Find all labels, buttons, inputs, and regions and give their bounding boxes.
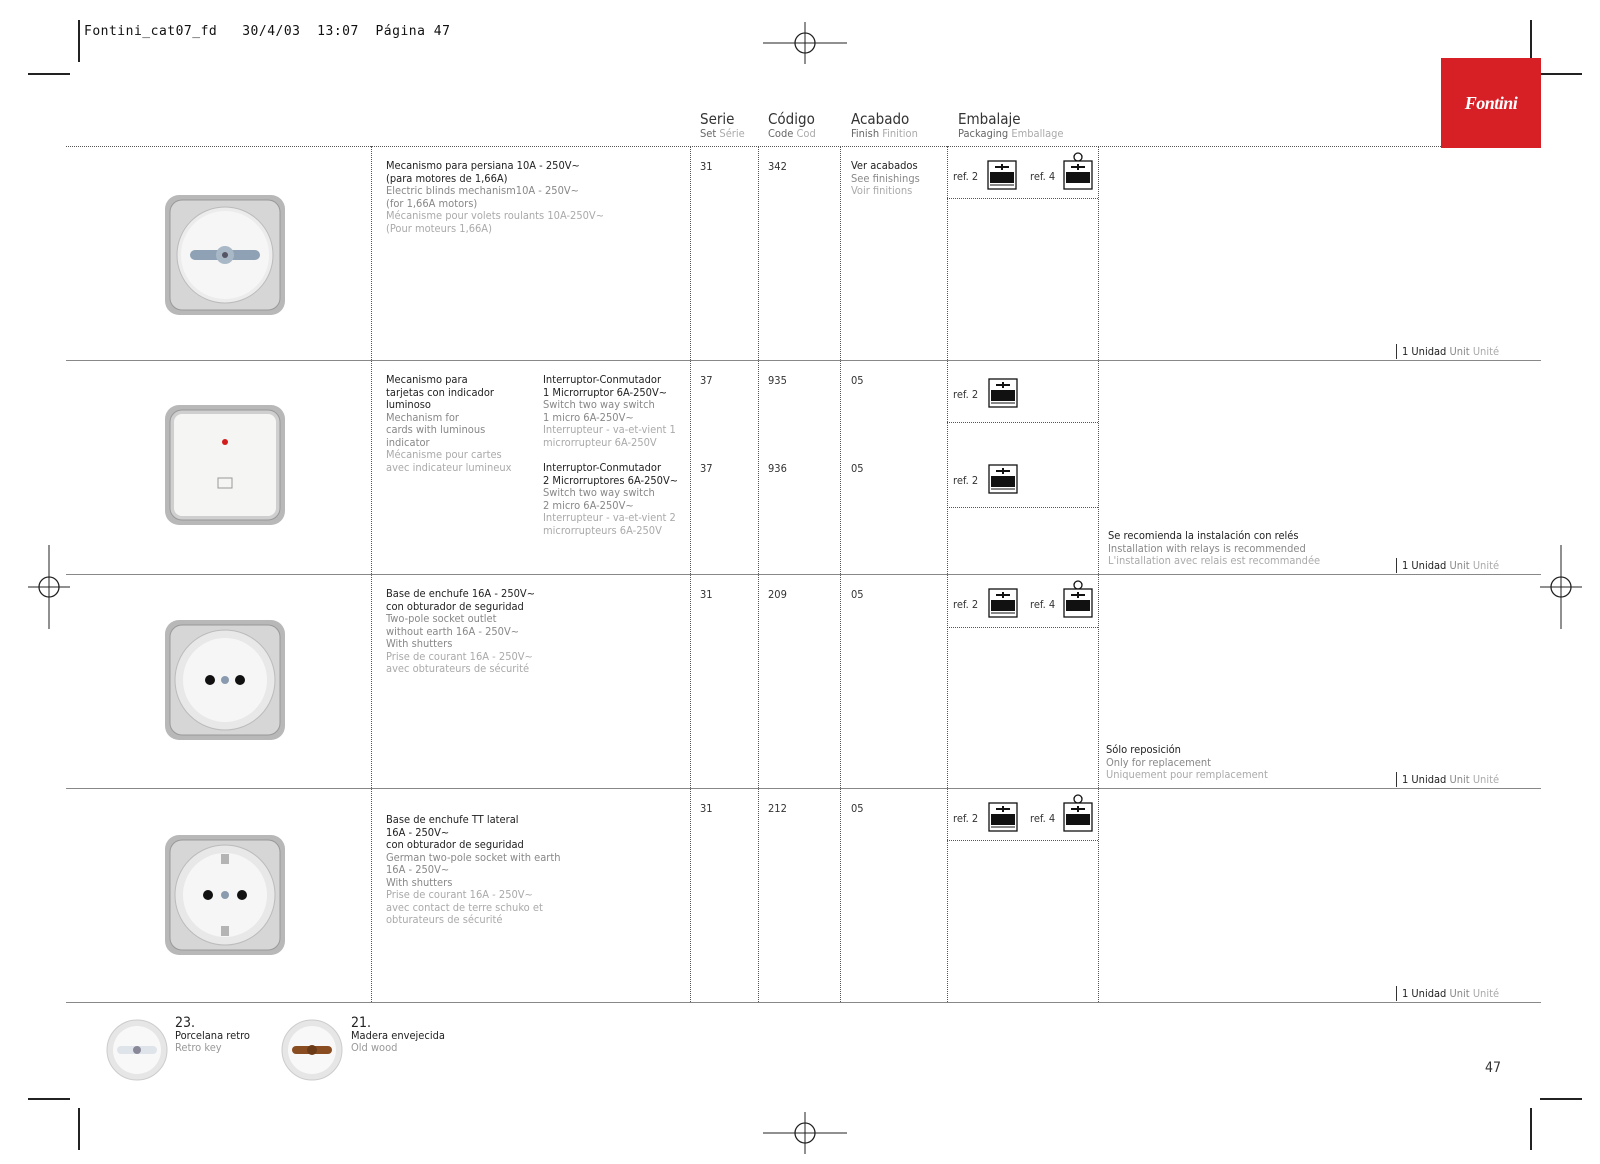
desc-en-line: Two-pole socket outlet xyxy=(386,612,497,625)
pkg-separator xyxy=(947,627,1098,628)
desc-es-line: Base de enchufe TT lateral xyxy=(386,813,519,826)
pkg-ref-label: ref. 2 xyxy=(953,474,979,487)
row3-unit xyxy=(1396,772,1499,787)
row2b-codigo: 936 xyxy=(768,462,787,475)
unit-en: Unit xyxy=(1449,345,1470,358)
desc-es-line: 16A - 250V~ xyxy=(386,825,450,839)
column-divider xyxy=(758,146,759,1002)
desc-en-line: cards with luminous xyxy=(386,423,486,436)
row3-codigo: 209 xyxy=(768,588,787,601)
swatch-label-21 xyxy=(351,1017,445,1055)
crop-mark xyxy=(28,1098,70,1100)
unit-en: Unit xyxy=(1449,987,1470,1000)
header-acabado-es: Acabado xyxy=(851,110,910,128)
row2-variant-1 xyxy=(543,374,676,449)
header-embalaje-en: Packaging xyxy=(958,126,1009,140)
unit-en: Unit xyxy=(1449,559,1470,572)
desc-fr-line: (Pour moteurs 1,66A) xyxy=(386,221,492,235)
package-hanging-icon xyxy=(1063,794,1093,832)
row2-variant-2 xyxy=(543,462,678,537)
desc-fr-line: Mécanisme pour volets roulants 10A-250V~ xyxy=(386,209,604,222)
row4-unit xyxy=(1396,986,1499,1001)
desc-es-line: Mecanismo para persiana 10A - 250V~ xyxy=(386,159,580,172)
pkg-ref-label: ref. 4 xyxy=(1030,598,1056,611)
header-serie-fr: Série xyxy=(719,126,745,140)
variant-en-line: 1 micro 6A-250V~ xyxy=(543,410,634,424)
row2b-serie: 37 xyxy=(700,462,713,475)
row2a-serie: 37 xyxy=(700,374,713,387)
pkg-ref-label: ref. 4 xyxy=(1030,170,1056,183)
variant-en-line: Switch two way switch xyxy=(543,486,655,499)
desc-en-line: 16A - 250V~ xyxy=(386,863,450,876)
row-separator xyxy=(66,574,1541,575)
package-box-icon xyxy=(988,588,1018,618)
package-box-icon xyxy=(988,464,1018,494)
row3-note xyxy=(1106,744,1268,782)
desc-fr-line: avec contact de terre schuko et xyxy=(386,900,543,914)
variant-es-line: Interruptor-Conmutador xyxy=(543,373,662,386)
swatch-number: 23. xyxy=(175,1015,196,1031)
registration-mark-bottom xyxy=(763,1112,847,1154)
desc-es-line: tarjetas con indicador xyxy=(386,385,494,399)
header-codigo-en: Code xyxy=(768,126,794,140)
crop-mark xyxy=(78,20,80,62)
variant-fr-line: microrrupteurs 6A-250V xyxy=(543,523,662,537)
print-date: 30/4/03 xyxy=(242,24,301,39)
variant-es-line: 2 Microrruptores 6A-250V~ xyxy=(543,473,679,487)
brand-logo: Fontini xyxy=(1441,58,1541,148)
row2-description xyxy=(386,374,512,474)
unit-fr: Unité xyxy=(1472,559,1500,572)
swatch-en: Retro key xyxy=(175,1041,222,1054)
pkg-ref-label: ref. 2 xyxy=(953,170,979,183)
unit-fr: Unité xyxy=(1472,773,1500,786)
note-es: Sólo reposición xyxy=(1106,743,1181,756)
note-fr: Uniquement pour remplacement xyxy=(1106,768,1268,781)
unit-es: 1 Unidad xyxy=(1402,559,1447,572)
header-codigo xyxy=(768,112,816,139)
print-info xyxy=(84,24,450,39)
crop-mark xyxy=(28,73,70,75)
desc-es-line: con obturador de seguridad xyxy=(386,599,524,613)
package-hanging-icon xyxy=(1063,152,1093,190)
crop-mark xyxy=(78,1108,80,1150)
row1-serie: 31 xyxy=(700,160,713,173)
desc-fr-line: Mécanisme pour cartes xyxy=(386,448,502,461)
unit-fr: Unité xyxy=(1472,345,1500,358)
package-box-icon xyxy=(988,378,1018,408)
acabado-fr: Voir finitions xyxy=(851,184,913,197)
crop-mark xyxy=(1530,1108,1532,1150)
registration-mark-top xyxy=(763,22,847,64)
header-serie-es: Serie xyxy=(700,110,735,128)
unit-fr: Unité xyxy=(1472,987,1500,1000)
desc-es-line: Mecanismo para xyxy=(386,373,468,386)
variant-es-line: 1 Microrruptor 6A-250V~ xyxy=(543,385,668,399)
column-divider xyxy=(690,146,691,1002)
variant-fr-line: microrrupteur 6A-250V xyxy=(543,435,657,449)
row1-codigo: 342 xyxy=(768,160,787,173)
column-divider xyxy=(371,146,372,1002)
desc-es-line: luminoso xyxy=(386,398,431,411)
desc-en-line: without earth 16A - 250V~ xyxy=(386,624,520,638)
header-serie-en: Set xyxy=(700,126,717,140)
variant-en-line: Switch two way switch xyxy=(543,398,655,411)
package-box-icon xyxy=(988,802,1018,832)
note-es: Se recomienda la instalación con relés xyxy=(1108,529,1299,542)
product-photo-blinds-mechanism xyxy=(160,190,290,320)
unit-es: 1 Unidad xyxy=(1402,345,1447,358)
desc-fr-line: obturateurs de sécurité xyxy=(386,913,503,926)
crop-mark xyxy=(1540,73,1582,75)
header-embalaje-es: Embalaje xyxy=(958,110,1021,128)
header-codigo-es: Código xyxy=(768,110,815,128)
acabado-en: See finishings xyxy=(851,171,920,185)
product-photo-card-mechanism xyxy=(160,400,290,530)
column-divider xyxy=(840,146,841,1002)
swatch-es: Porcelana retro xyxy=(175,1028,250,1042)
pkg-separator xyxy=(947,422,1098,423)
row-separator xyxy=(66,360,1541,361)
pkg-ref-label: ref. 2 xyxy=(953,598,979,611)
desc-en-line: Mechanism for xyxy=(386,410,459,424)
registration-mark-left xyxy=(28,545,70,629)
note-fr: L'installation avec relais est recommandée xyxy=(1108,554,1321,567)
row3-acabado: 05 xyxy=(851,588,864,601)
crop-mark xyxy=(1540,1098,1582,1100)
desc-en-line: (for 1,66A motors) xyxy=(386,196,478,210)
row4-serie: 31 xyxy=(700,802,713,815)
swatch-porcelain-retro xyxy=(105,1018,169,1082)
row2-unit xyxy=(1396,558,1499,573)
desc-fr-line: Prise de courant 16A - 250V~ xyxy=(386,888,533,901)
package-box-icon xyxy=(987,160,1017,190)
desc-en-line: With shutters xyxy=(386,637,453,650)
desc-es-line: (para motores de 1,66A) xyxy=(386,171,508,185)
header-acabado-fr: Finition xyxy=(882,126,918,140)
variant-fr-line: Interrupteur - va-et-vient 1 xyxy=(543,423,676,436)
header-codigo-fr: Cod xyxy=(796,126,816,140)
row2a-acabado: 05 xyxy=(851,374,864,387)
pkg-ref-label: ref. 4 xyxy=(1030,812,1056,825)
desc-fr-line: Prise de courant 16A - 250V~ xyxy=(386,649,533,663)
row1-unit xyxy=(1396,344,1499,359)
unit-es: 1 Unidad xyxy=(1402,773,1447,786)
crop-mark xyxy=(1530,20,1532,62)
desc-fr-line: avec obturateurs de sécurité xyxy=(386,662,530,675)
package-hanging-icon xyxy=(1063,580,1093,618)
note-en: Only for replacement xyxy=(1106,755,1211,769)
swatch-en: Old wood xyxy=(351,1041,398,1054)
pkg-ref-label: ref. 2 xyxy=(953,812,979,825)
print-file: Fontini_cat07_fd xyxy=(84,24,218,39)
desc-en-line: Electric blinds mechanism10A - 250V~ xyxy=(386,184,579,197)
pkg-separator xyxy=(947,507,1098,508)
header-embalaje-fr: Emballage xyxy=(1011,126,1064,140)
pkg-separator xyxy=(947,198,1098,199)
acabado-es: Ver acabados xyxy=(851,159,918,172)
row2b-acabado: 05 xyxy=(851,462,864,475)
pkg-separator xyxy=(947,840,1098,841)
product-photo-socket-outlet xyxy=(160,615,290,745)
product-photo-schuko-socket xyxy=(160,830,290,960)
pkg-ref-label: ref. 2 xyxy=(953,388,979,401)
header-embalaje xyxy=(958,112,1064,139)
swatch-label-23 xyxy=(175,1017,250,1055)
variant-en-line: 2 micro 6A-250V~ xyxy=(543,498,634,512)
variant-es-line: Interruptor-Conmutador xyxy=(543,461,662,474)
desc-fr-line: avec indicateur lumineux xyxy=(386,460,512,474)
swatch-number: 21. xyxy=(351,1015,372,1031)
unit-es: 1 Unidad xyxy=(1402,987,1447,1000)
row3-serie: 31 xyxy=(700,588,713,601)
print-time: 13:07 xyxy=(317,24,359,39)
header-serie xyxy=(700,112,745,139)
print-page-label: Página 47 xyxy=(375,24,451,39)
row4-codigo: 212 xyxy=(768,802,787,815)
page-number: 47 xyxy=(1485,1060,1502,1076)
desc-es-line: con obturador de seguridad xyxy=(386,838,524,851)
column-divider xyxy=(1098,146,1099,1002)
header-acabado-en: Finish xyxy=(851,126,880,140)
row2a-codigo: 935 xyxy=(768,374,787,387)
desc-en-line: With shutters xyxy=(386,875,453,889)
row1-description xyxy=(386,160,604,235)
desc-en-line: indicator xyxy=(386,435,430,449)
table-header-rule xyxy=(66,146,1441,147)
desc-en-line: German two-pole socket with earth xyxy=(386,850,561,864)
column-divider xyxy=(947,146,948,1002)
row4-acabado: 05 xyxy=(851,802,864,815)
row-separator xyxy=(66,1002,1541,1003)
row1-acabado xyxy=(851,160,920,198)
row3-description xyxy=(386,588,535,676)
row2-note xyxy=(1108,530,1320,568)
row4-description xyxy=(386,814,561,927)
registration-mark-right xyxy=(1540,545,1582,629)
header-acabado xyxy=(851,112,918,139)
swatch-old-wood xyxy=(280,1018,344,1082)
swatch-es: Madera envejecida xyxy=(351,1028,445,1042)
note-en: Installation with relays is recommended xyxy=(1108,541,1306,555)
unit-en: Unit xyxy=(1449,773,1470,786)
row-separator xyxy=(66,788,1541,789)
desc-es-line: Base de enchufe 16A - 250V~ xyxy=(386,587,535,600)
variant-fr-line: Interrupteur - va-et-vient 2 xyxy=(543,511,676,524)
